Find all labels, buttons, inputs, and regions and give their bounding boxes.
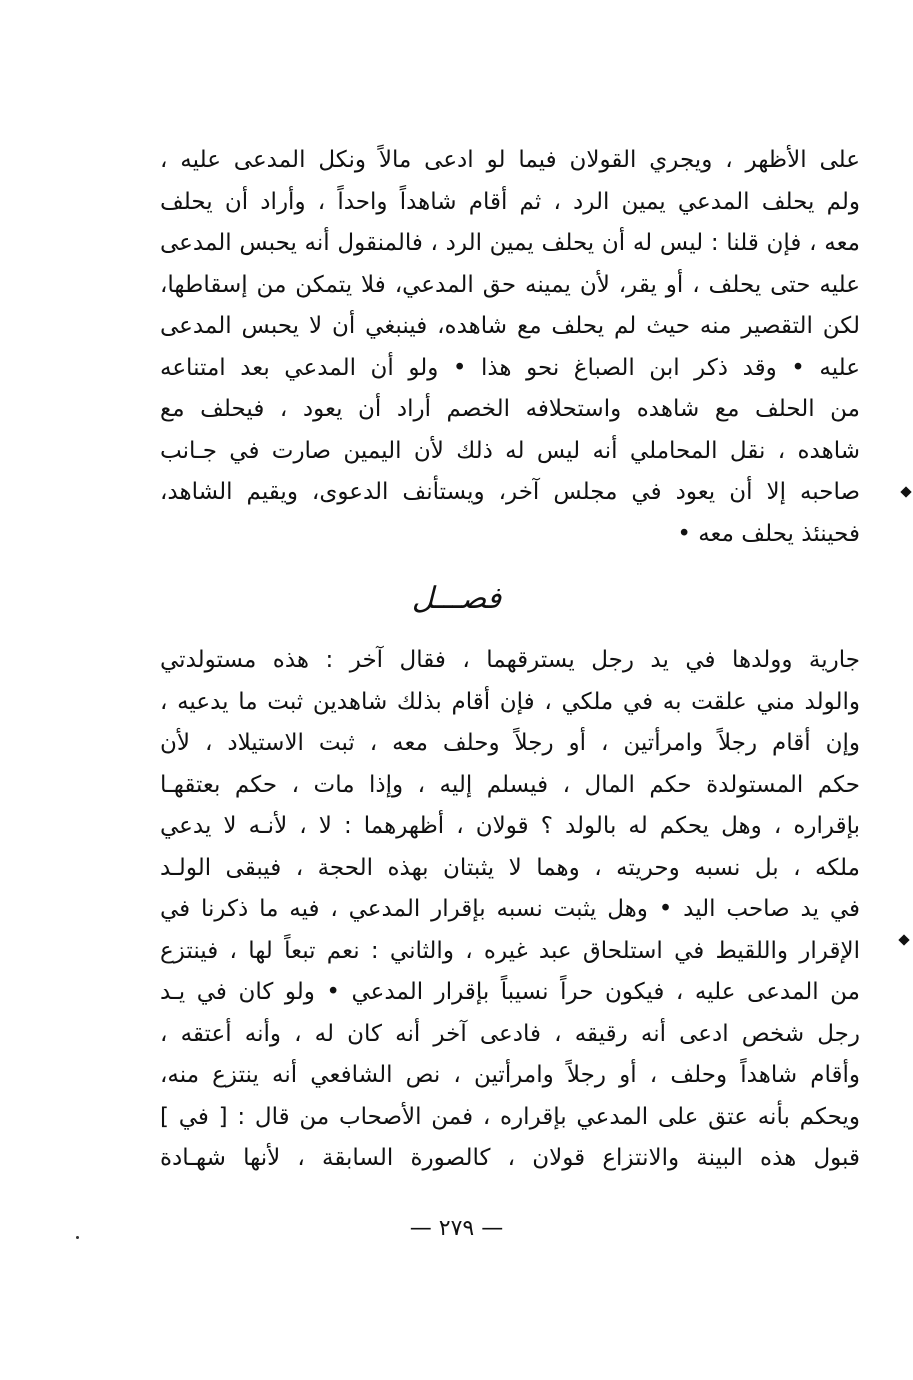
text-line: رجل شخص ادعى أنه رقيقه ، فادعى آخر أنه كان له ، وأنه أعتقه ، (160, 1020, 860, 1047)
text-line: حكم المستولدة حكم المال ، فيسلم إليه ، وإذا مات ، حكم بعتقهـا (160, 771, 860, 798)
text-line: صاحبه إلا أن يعود في مجلس آخر، ويستأنف الدعوى، ويقيم الشاهد، (160, 479, 860, 505)
paragraph-1 (160, 140, 860, 555)
margin-mark (898, 934, 909, 945)
scan-speck (76, 1236, 79, 1239)
paragraph-2 (160, 640, 860, 1180)
text-line: وأقام شاهداً وحلف ، أو رجلاً وامرأتين ، نص الشافعي أنه ينتزع منه، (160, 1062, 860, 1088)
text-line: من المدعى عليه ، فيكون حراً نسيباً بإقرار المدعي • ولو كان في يـد (160, 979, 860, 1005)
text-line: ويحكم بأنه عتق على المدعي بإقراره ، فمن الأصحاب من قال : [ في ] (160, 1103, 860, 1130)
text-line: ولم يحلف المدعي يمين الرد ، ثم أقام شاهداً واحداً ، وأراد أن يحلف (160, 188, 860, 215)
text-line: والولد مني علقت به في ملكي ، فإن أقام بذلك شاهدين ثبت ما يدعيه ، (160, 688, 860, 715)
section-heading: فصـــل (411, 581, 502, 616)
text-line: بإقراره ، وهل يحكم له بالولد ؟ قولان ، أظهرهما : لا ، لأنـه لا يدعي (160, 813, 860, 839)
text-line: شاهده ، نقل المحاملي أنه ليس له ذلك لأن اليمين صارت في جـانب (160, 437, 860, 464)
margin-mark (900, 486, 911, 497)
page-number: — ٢٧٩ — (409, 1216, 504, 1241)
text-line: من الحلف مع شاهده واستحلافه الخصم أراد أن يعود ، فيحلف مع (160, 396, 860, 422)
text-line: عليه حتى يحلف ، أو يقر، لأن يمينه حق المدعي، فلا يتمكن من إسقاطها، (160, 271, 860, 298)
text-line: في يد صاحب اليد • وهل يثبت نسبه بإقرار المدعي ، فيه ما ذكرنا في (160, 896, 860, 922)
text-line: الإقرار واللقيط في استلحاق عبد غيره ، والثاني : نعم تبعاً لها ، فينتزع (160, 937, 860, 964)
text-line: على الأظهر ، ويجري القولان فيما لو ادعى مالاً ونكل المدعى عليه ، (160, 147, 860, 173)
text-line: فحينئذ يحلف معه • (677, 520, 860, 547)
text-line: قبول هذه البينة والانتزاع قولان ، كالصورة السابقة ، لأنها شهـادة (160, 1145, 860, 1171)
text-line: جارية وولدها في يد رجل يسترقهما ، فقال آخر : هذه مستولدتي (160, 647, 860, 673)
text-line: عليه • وقد ذكر ابن الصباغ نحو هذا • ولو أن المدعي بعد امتناعه (160, 354, 860, 381)
text-line: معه ، فإن قلنا : ليس له أن يحلف يمين الرد ، فالمنقول أنه يحبس المدعى (160, 230, 860, 256)
text-line: ملكه ، بل نسبه وحريته ، وهما لا يثبتان بهذه الحجة ، فيبقى الولـد (160, 854, 860, 881)
text-line: وإن أقام رجلاً وامرأتين ، أو رجلاً وحلف معه ، ثبت الاستيلاد ، لأن (160, 730, 860, 756)
text-line: لكن التقصير منه حيث لم يحلف مع شاهده، فينبغي أن لا يحبس المدعى (160, 313, 860, 339)
